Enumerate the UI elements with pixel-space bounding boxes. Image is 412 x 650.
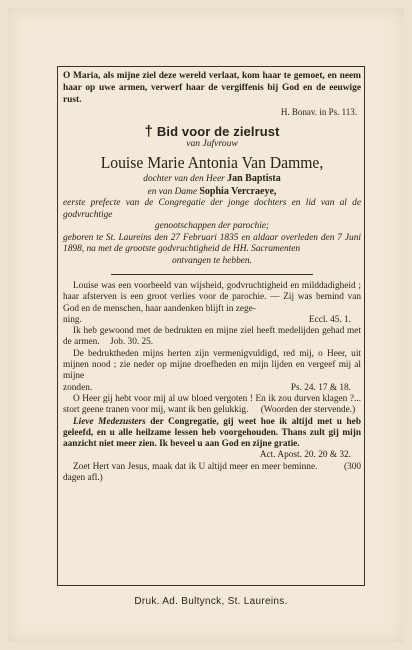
cross-icon: † <box>144 123 153 140</box>
paragraph-6-text: Zoet Hert van Jesus, maak dat ik U altijd meer en meer beminne. <box>73 461 318 472</box>
father-name: Jan Baptista <box>227 173 281 184</box>
paragraph-5-ref: Act. Apost. 20. 20 & 32. <box>259 450 351 461</box>
role-text: eerste prefecte van de Congregatie der jonge dochters en lid van al de godvruchtige <box>63 198 361 220</box>
card-content <box>63 70 361 484</box>
paragraph-3-ref: Ps. 24. 17 & 18. <box>290 382 351 393</box>
mother-name: Sophia Vercraeye, <box>199 185 277 197</box>
prayer-heading <box>63 123 361 140</box>
printer-credit: Druk. Ad. Bultynck, St. Laureins. <box>134 596 288 607</box>
birth-death-end: ontvangen te hebben. <box>172 255 252 266</box>
paragraph-1-tail: ning. <box>63 314 82 325</box>
paragraph-6-ref: (300 dagen afl.) <box>63 461 362 484</box>
heading-subtitle: van Jufvrouw <box>186 138 238 149</box>
parent-mother <box>63 186 361 199</box>
paragraph-1-end <box>63 315 361 326</box>
paragraph-1-ref: Eccl. 45. 1. <box>308 314 351 325</box>
prayer-source: H. Bonav. in Ps. 113. <box>280 107 357 117</box>
paragraph-1: Louise was een voorbeeld van wijsheid, godvruchtigheid en milddadigheid ; haar afsterven is een groot verlies voor de parochie. — Zij was bemind van God en de menschen, haar aandenken blijft in zege- <box>63 281 361 314</box>
deceased-name: Louise Marie Antonia Van Damme, <box>100 153 324 172</box>
role-text-end: genootschappen der parochie; <box>154 221 270 231</box>
paragraph-5 <box>63 417 361 451</box>
paragraph-6 <box>63 462 361 485</box>
paragraph-5-text: der Congregatie, gij weet hoe ik altijd met u heb geleefd, en u alle heilzame lessen heb voorgehouden. Thans zult gij mijn aanzicht niet meer zien. Ik beveel u aan God en zijne gratie. <box>63 416 361 450</box>
paragraph-4-text: O Heer gij hebt voor mij al uw bloed vergoten ! En ik zou durven klagen ?... stort geene tranen voor mij, want ik ben gelukkig. <box>63 393 361 416</box>
paragraph-3: De bedruktheden mijns herten zijn vermenigvuldigd, red mij, o Heer, uit mijnen nood ; zie neder op mijne droefheden en mijn lijden en vergeef mij al mijne <box>63 348 361 382</box>
paragraph-3-tail: zonden. <box>63 382 93 393</box>
divider <box>111 274 313 275</box>
paragraph-4-ref: (Woorden der stervende.) <box>260 405 356 416</box>
mother-prefix: en van Dame <box>147 186 198 197</box>
parent-father <box>63 173 361 186</box>
heading-title: Bid voor de zielrust <box>156 124 280 139</box>
paragraph-2-text: Ik heb gewoond met de bedrukten en mijne ziel heeft medelijden gehad met de armen. <box>63 326 361 348</box>
paragraph-4 <box>63 394 361 417</box>
marian-prayer: O Maria, als mijne ziel deze wereld verlaat, kom haar te gemoet, en neem haar op uwe armen, verwerf haar de vergiffenis bij God en de eeuwige rust. <box>63 71 361 105</box>
birth-death-text: geboren te St. Laureins den 27 Februari 1835 en aldaar overleden den 7 Juni 1898, na met de grootste godvruchtigheid de HH. Sacramenten <box>63 232 361 254</box>
daughter-prefix: dochter van den Heer <box>143 174 225 184</box>
paragraph-2-ref: Job. 30. 25. <box>109 337 154 348</box>
paragraph-3-end <box>63 383 361 394</box>
paragraph-5-lead: Lieve Medezusters <box>73 416 146 427</box>
paragraph-2 <box>63 326 361 349</box>
